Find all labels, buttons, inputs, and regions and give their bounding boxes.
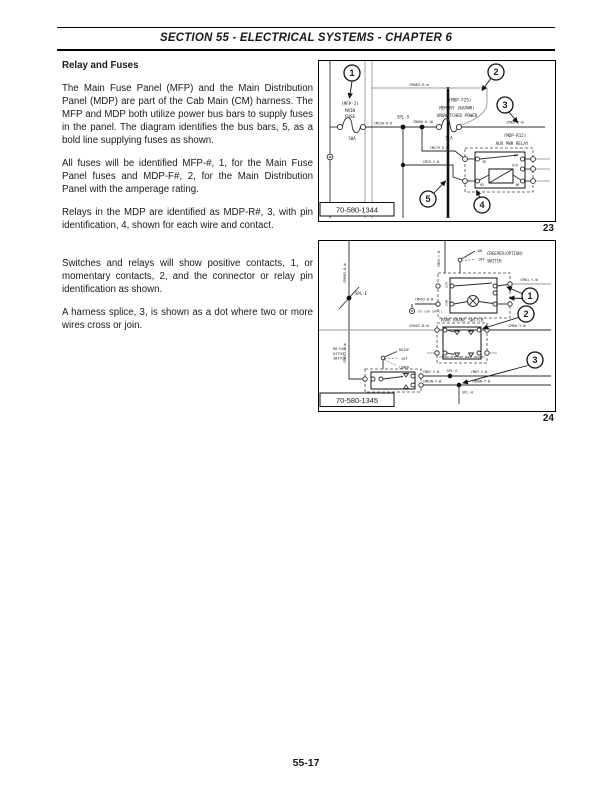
svg-text:3: 3 — [532, 355, 538, 366]
pin-label-336m: 336M — [445, 299, 449, 307]
section-heading: Relay and Fuses — [62, 60, 139, 71]
svg-text:1: 1 — [527, 291, 533, 302]
svg-text:5: 5 — [425, 194, 431, 205]
pin-label-86: 86 — [515, 183, 520, 187]
wire-label-cm060: CM060-R-10 — [413, 120, 433, 124]
label-fuse: FUSE — [344, 114, 356, 119]
pin-label-337b: 337B — [445, 281, 449, 289]
lever-symbol — [458, 251, 476, 273]
svg-text:2: 2 — [493, 67, 499, 78]
splice-dot-sple — [347, 296, 352, 301]
pin-label-87a: 87A — [512, 163, 518, 168]
wire-label-cm61: CM61-Y-W — [520, 278, 538, 282]
svg-text:1: 1 — [349, 68, 355, 79]
splice-dot — [420, 125, 425, 130]
label-hitch-switch-1: RH-EXT — [333, 347, 346, 351]
aux-power-relay-symbol — [463, 148, 536, 192]
page-number: 55-17 — [292, 757, 320, 769]
label-mfp2: (MFP-2) — [341, 101, 359, 106]
label-off-2: OFF — [401, 356, 408, 361]
label-hitch-switch-3: SWITCH — [333, 356, 346, 361]
figure-23-number: 23 — [542, 223, 554, 234]
wire-label-cm452-vert: CM452-B-W — [343, 343, 347, 363]
wire-label-cm962: CM962-B-W — [343, 263, 347, 283]
label-hitch-switch-2: HITCH — [333, 351, 344, 356]
label-creeper-switch-1: CREEPER(OPTION) — [487, 251, 524, 256]
label-splg: SPL-G — [446, 369, 458, 373]
label-memory: MEMORY (KAPWR) — [439, 105, 475, 111]
figure-23-frame — [318, 60, 556, 222]
pin-label-85: 85 — [480, 183, 484, 187]
label-lower: LOWER — [399, 365, 410, 370]
splice-dot-splg — [448, 374, 453, 379]
callout-1 — [507, 287, 538, 304]
bus-and-harness-wires — [330, 61, 550, 218]
main-fuse-symbol — [337, 118, 365, 133]
wire-label-cm063: CM063-R-W — [409, 83, 429, 87]
svg-text:3: 3 — [502, 100, 508, 111]
paragraph-4: Switches and relays will show positive contacts, 1, or momentary contacts, 2, and the connector or relay pin identification as shown. — [62, 258, 313, 295]
label-main: MAIN — [344, 108, 356, 113]
label-creeper-switch-2: SWITCH — [487, 258, 502, 264]
callout-4 — [474, 191, 490, 214]
label-off: OFF — [478, 257, 485, 262]
wire-to-relay-pin85 — [403, 165, 465, 181]
callout-2 — [482, 64, 504, 91]
wire-label-cm452-creeper: CM452-B-W — [414, 297, 434, 302]
label-unswitched: UNSWITCHED POWER — [436, 113, 478, 118]
callout-5 — [420, 181, 446, 207]
photo-ref-box — [320, 393, 394, 407]
svg-text:4: 4 — [479, 200, 485, 211]
label-sple: SPL-E — [355, 291, 368, 296]
svg-text:2: 2 — [523, 309, 529, 320]
label-mdpr12: (MDP-R12) — [503, 133, 527, 138]
page-title: SECTION 55 - ELECTRICAL SYSTEMS - CHAPTER 6 — [159, 32, 453, 44]
wire-to-relay-pin30 — [422, 127, 465, 159]
label-raise: RAISE — [399, 348, 410, 352]
pin-label-30: 30 — [482, 160, 486, 164]
photo-ref-box — [320, 203, 394, 217]
header-rule-bottom — [57, 49, 555, 51]
splice-dot — [401, 163, 405, 167]
wire-label-cm179: CM179-R-W — [429, 146, 449, 150]
paragraph-2: All fuses will be identified MFP-#, 1, for the Main Fuse Panel fuses and MDP-F#, 2, for the Main Distribution Panel with the amperage rating. — [62, 158, 313, 195]
label-park-note: (CLOSED WITH PARK BRAKE APPLIED) — [438, 356, 486, 359]
label-50a: 50A — [348, 136, 356, 141]
wire-label-cm150: CM150-R-R — [373, 121, 393, 126]
wire-label-cm452b: CM452-B-W — [409, 324, 429, 328]
header-rule-top — [57, 27, 555, 28]
label-spl9: SPL-9 — [396, 114, 410, 120]
paragraph-1: The Main Fuse Panel (MFP) and the Main Distribution Panel (MDP) are part of the Cab Main (CM) harness. The MFP and MDP both utilize power bus bars to supply fuses in the panel. The diagram identifies the bus bars, 5, as a bold line supplying fuses as shown. — [62, 83, 313, 146]
callout-1 — [344, 65, 360, 98]
wire-label-cm25: CM25-Y-W — [422, 160, 440, 164]
connector-symbol — [327, 154, 333, 160]
connector-symbol — [409, 308, 414, 313]
splice-dot — [401, 125, 406, 130]
figure-24-frame — [318, 240, 556, 412]
photo-ref-number: 70-580-1345 — [336, 395, 378, 405]
paragraph-3: Relays in the MDP are identified as MDP-R#, 3, with pin identification, 4, shown for each wire and contact. — [62, 207, 313, 231]
paragraph-5: A harness splice, 3, is shown as a dot where two or more wires cross or join. — [62, 307, 313, 331]
wire-label-cm85: CM85-R-W — [506, 120, 524, 125]
figure-24-number: 24 — [542, 413, 554, 424]
wiring-diagram-switches — [319, 241, 552, 408]
pin-label-87: 87 — [514, 153, 518, 158]
wire-label-cm67: CM67-Y-W — [470, 370, 488, 374]
wire-label-cm60: CM60-Y-W — [508, 324, 526, 328]
wire-label-cm55: CM55-Y-W — [437, 251, 441, 267]
wire-label-cm62: CM62-Y-W — [422, 370, 440, 374]
label-5a: 5 A — [445, 135, 453, 141]
label-on: ON — [477, 249, 482, 253]
label-park-brake-switch: PARK BRAKE SWITCH — [440, 317, 484, 323]
wiring-diagram-fuse-relay — [319, 61, 552, 218]
wire-label-cm68n: CM68N-Y-W — [471, 379, 491, 384]
hitch-switch-symbol — [363, 352, 423, 393]
relay-contact-blade — [480, 155, 518, 159]
photo-ref-number: 70-580-1344 — [336, 205, 378, 215]
lamp-symbol — [468, 296, 479, 307]
label-to-cab: (TO CAB (OPT)) — [417, 309, 443, 314]
wire-label-cm63n: CM63N-Y-W — [422, 379, 442, 384]
body-text-column — [62, 59, 313, 332]
lever-symbol — [381, 352, 399, 370]
callout-3 — [497, 97, 518, 123]
label-aux-pwr-relay: AUX PWR RELAY — [495, 141, 529, 146]
label-splh: SPL-H — [462, 390, 473, 395]
label-mdpf25: (MDP-F25) — [448, 97, 472, 103]
splice-dot-splh — [457, 383, 462, 388]
